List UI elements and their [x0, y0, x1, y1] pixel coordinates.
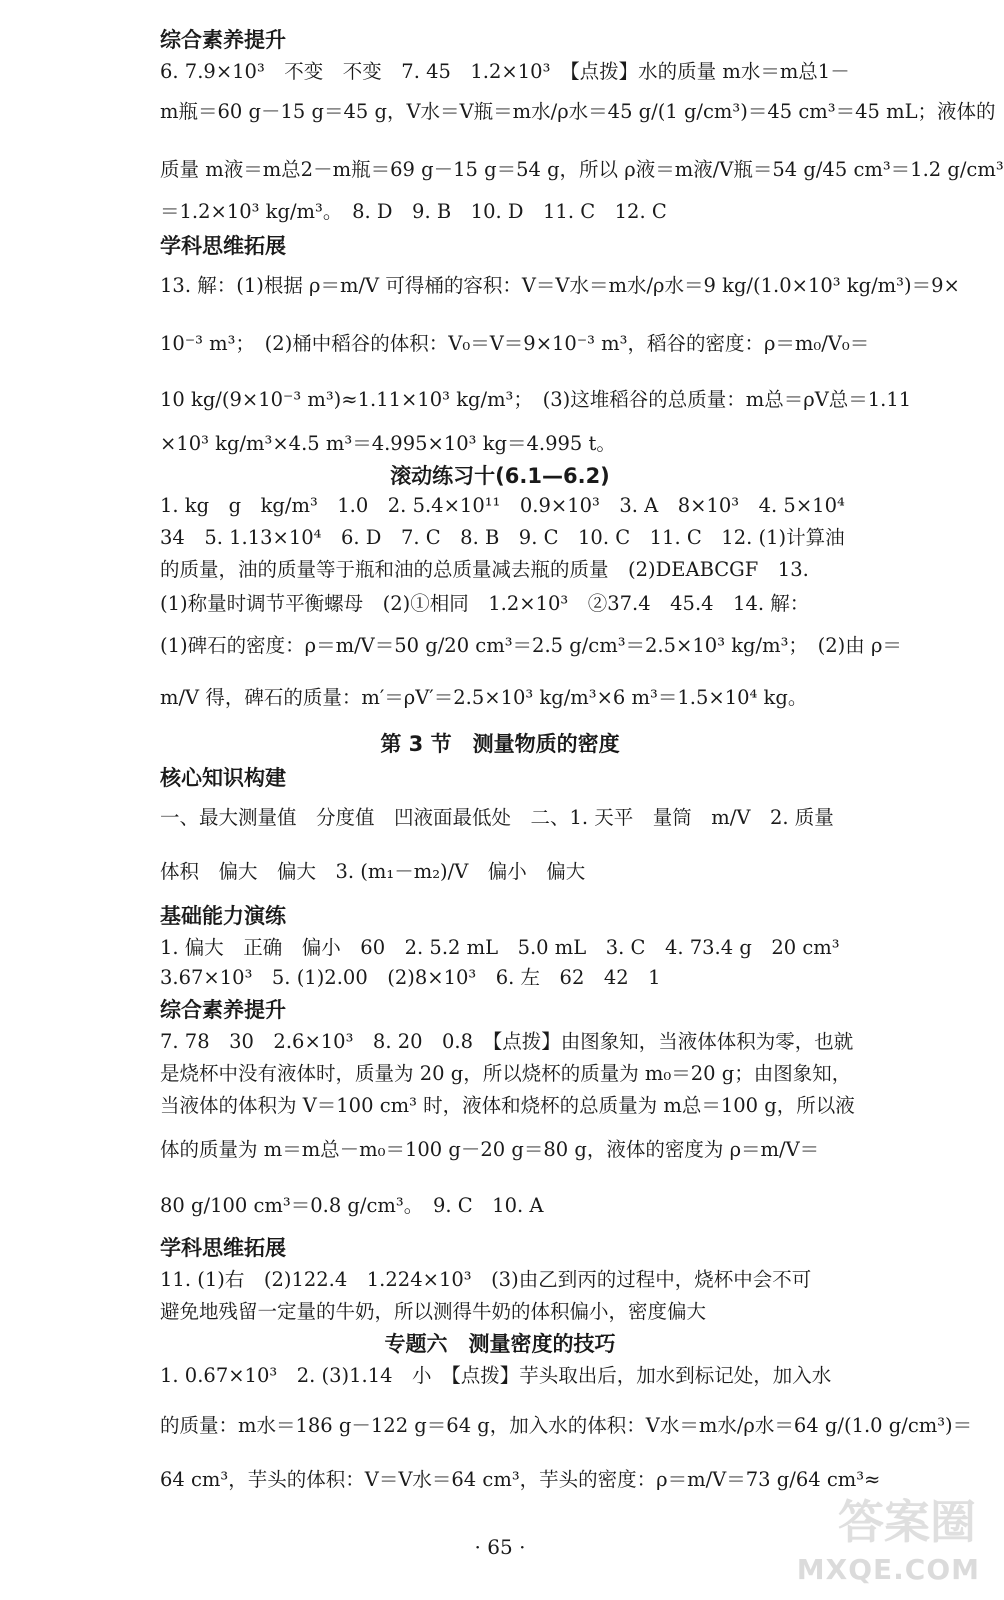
answer-line: 6. 7.9×10³ 不变 不变 7. 45 1.2×10³ 【点拨】水的质量 m水＝m总1－	[160, 60, 850, 83]
watermark-logo	[776, 1482, 986, 1592]
answer-line: 34 5. 1.13×10⁴ 6. D 7. C 8. B 9. C 10. C 11. C 12. (1)计算油	[160, 526, 845, 549]
section-heading: 第 3 节 测量物质的密度	[380, 732, 620, 756]
answer-line: 80 g/100 cm³＝0.8 g/cm³。 9. C 10. A	[160, 1194, 544, 1217]
section-heading: 专题六 测量密度的技巧	[384, 1332, 616, 1356]
answer-line: 是烧杯中没有液体时，质量为 20 g，所以烧杯的质量为 m₀＝20 g；由图象知，	[160, 1062, 852, 1085]
answer-line: 7. 78 30 2.6×10³ 8. 20 0.8 【点拨】由图象知，当液体体积为零，也就	[160, 1030, 854, 1053]
section-heading: 滚动练习十(6.1—6.2)	[390, 464, 610, 488]
answer-line: 体积 偏大 偏大 3. (m₁－m₂)/V 偏小 偏大	[160, 860, 586, 883]
answer-line: 的质量，油的质量等于瓶和油的总质量减去瓶的质量 (2)DEABCGF 13.	[160, 558, 809, 581]
answer-line: ×10³ kg/m³×4.5 m³＝4.995×10³ kg＝4.995 t。	[160, 432, 616, 455]
answer-line: m瓶＝60 g－15 g＝45 g，V水＝V瓶＝m水/ρ水＝45 g/(1 g/cm³)＝45 cm³＝45 mL；液体的	[160, 100, 996, 123]
answer-line: 体的质量为 m＝m总－m₀＝100 g－20 g＝80 g，液体的密度为 ρ＝m/V＝	[160, 1138, 820, 1161]
section-heading: 学科思维拓展	[160, 234, 286, 258]
answer-line: 质量 m液＝m总2－m瓶＝69 g－15 g＝54 g，所以 ρ液＝m液/V瓶＝54 g/45 cm³＝1.2 g/cm³	[160, 158, 1004, 181]
answer-line: 64 cm³，芋头的体积：V＝V水＝64 cm³，芋头的密度：ρ＝m/V＝73 g/64 cm³≈	[160, 1468, 881, 1491]
answer-line: 一、最大测量值 分度值 凹液面最低处 二、1. 天平 量筒 m/V 2. 质量	[160, 806, 834, 829]
answer-line: 10 kg/(9×10⁻³ m³)≈1.11×10³ kg/m³； (3)这堆稻谷的总质量：m总＝ρV总＝1.11	[160, 388, 912, 411]
answer-line: 1. kg g kg/m³ 1.0 2. 5.4×10¹¹ 0.9×10³ 3. A 8×10³ 4. 5×10⁴	[160, 494, 845, 517]
watermark-logo-text: 答案圈	[838, 1495, 976, 1549]
section-heading: 学科思维拓展	[160, 1236, 286, 1260]
answer-line: 1. 偏大 正确 偏小 60 2. 5.2 mL 5.0 mL 3. C 4. 73.4 g 20 cm³	[160, 936, 840, 959]
answer-line: 3.67×10³ 5. (1)2.00 (2)8×10³ 6. 左 62 42 1	[160, 966, 661, 989]
answer-line: 当液体的体积为 V＝100 cm³ 时，液体和烧杯的总质量为 m总＝100 g，所以液	[160, 1094, 855, 1117]
watermark-site: MXQE.COM	[796, 1553, 980, 1586]
answer-line: 避免地残留一定量的牛奶，所以测得牛奶的体积偏小，密度偏大	[160, 1300, 707, 1323]
section-heading: 综合素养提升	[160, 998, 286, 1022]
answer-line: 1. 0.67×10³ 2. (3)1.14 小 【点拨】芋头取出后，加水到标记处，加入水	[160, 1364, 832, 1387]
section-heading: 综合素养提升	[160, 28, 286, 52]
section-heading: 核心知识构建	[160, 766, 286, 790]
answer-line: (1)碑石的密度：ρ＝m/V＝50 g/20 cm³＝2.5 g/cm³＝2.5×10³ kg/m³； (2)由 ρ＝	[160, 634, 902, 657]
section-heading: 基础能力演练	[160, 904, 286, 928]
answer-line: 的质量：m水＝186 g－122 g＝64 g，加入水的体积：V水＝m水/ρ水＝64 g/(1.0 g/cm³)＝	[160, 1414, 973, 1437]
answer-line: 10⁻³ m³； (2)桶中稻谷的体积：V₀＝V＝9×10⁻³ m³，稻谷的密度：ρ＝m₀/V₀＝	[160, 332, 870, 355]
answer-line: m/V 得，碑石的质量：m′＝ρV′＝2.5×10³ kg/m³×6 m³＝1.5×10⁴ kg。	[160, 686, 808, 709]
answer-line: 13. 解：(1)根据 ρ＝m/V 可得桶的容积：V＝V水＝m水/ρ水＝9 kg/(1.0×10³ kg/m³)＝9×	[160, 274, 960, 297]
answer-line: 11. (1)右 (2)122.4 1.224×10³ (3)由乙到丙的过程中，烧杯中会不可	[160, 1268, 812, 1291]
answer-line: ＝1.2×10³ kg/m³。 8. D 9. B 10. D 11. C 12. C	[160, 200, 667, 223]
answer-line: (1)称量时调节平衡螺母 (2)①相同 1.2×10³ ②37.4 45.4 14. 解：	[160, 592, 810, 615]
page-number: · 65 ·	[474, 1535, 526, 1559]
